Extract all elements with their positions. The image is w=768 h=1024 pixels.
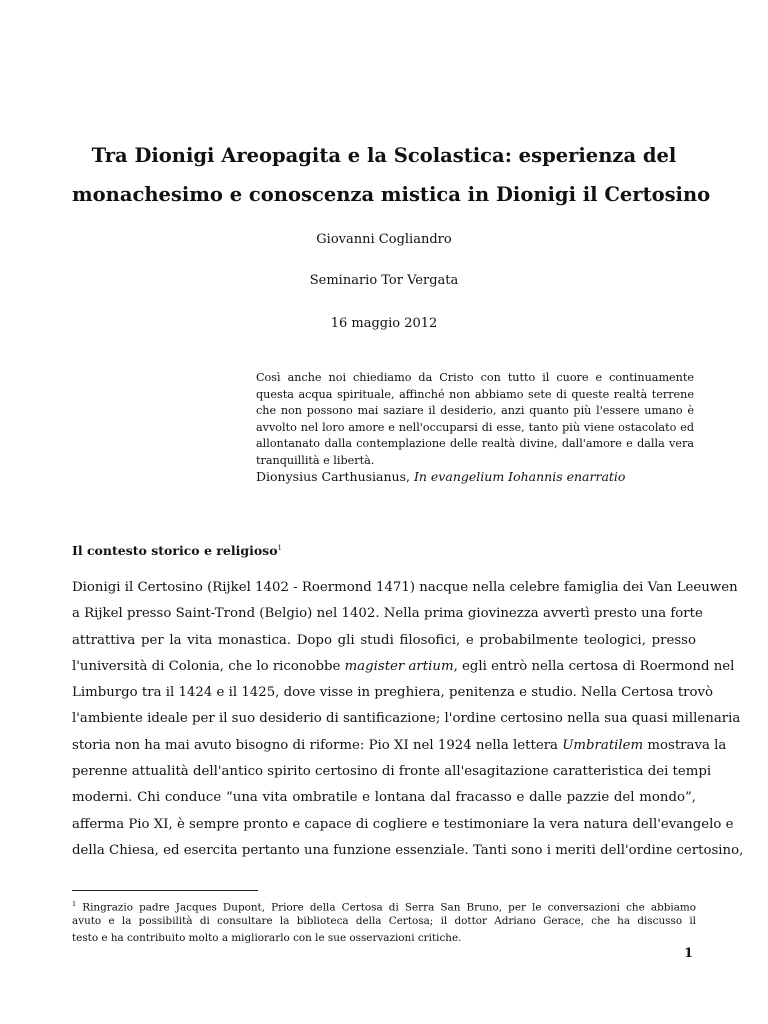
venue: Seminario Tor Vergata — [309, 273, 459, 288]
author-name: Giovanni Cogliandro — [316, 232, 452, 247]
epigraph-attribution — [256, 469, 625, 484]
body-line: perenne attualità dell'antico spirito certosino di fronte all'esagitazione caratteristica dei tempi — [72, 764, 712, 780]
attribution-work: In evangelium Iohannis enarratio — [413, 469, 626, 484]
footnote-line: $^1$ Ringrazio padre Jacques Dupont, Priore della Certosa di Serra San Bruno, per le conversazioni che abbiamo — [72, 900, 696, 914]
body-line: moderni. Chi conduce “una vita ombratile e lontana dal fracasso e dalle pazzie del mondo”, — [72, 790, 696, 806]
epigraph-line: questa acqua spirituale, affinché non abbiamo sete di queste realtà terrene — [256, 387, 694, 401]
epigraph-line: allontanato dalla contemplazione delle realtà divine, dall'amore e dalla vera — [256, 437, 694, 451]
epigraph — [256, 370, 694, 470]
footnote-separator — [72, 890, 258, 891]
epigraph-line: tranquillità e libertà. — [256, 453, 375, 467]
date: 16 maggio 2012 — [330, 316, 438, 331]
epigraph-line: avvolto nel loro amore e nell'occuparsi di esse, tanto più viene ostacolato ed — [256, 420, 694, 434]
body-line: attrattiva per la vita monastica. Dopo gli studi filosofici, e probabilmente teologici, presso — [72, 632, 696, 648]
epigraph-line: Così anche noi chiediamo da Cristo con tutto il cuore e continuamente — [256, 371, 694, 384]
footnote-mark: 1 — [72, 900, 77, 908]
body-line: afferma Pio XI, è sempre pronto e capace di cogliere e testimoniare la vera natura dell'evangelo e — [72, 816, 734, 832]
title-line: Tra Dionigi Areopagita e la Scolastica: esperienza del — [91, 144, 677, 167]
paper-title — [72, 136, 711, 214]
section-heading — [72, 543, 282, 558]
footnote — [72, 896, 696, 947]
section-heading-text: Il contesto storico e religioso — [72, 543, 278, 558]
attribution-author: Dionysius Carthusianus, — [256, 469, 414, 484]
title-line: monachesimo e conoscenza mistica in Dionigi il Certosino — [72, 183, 711, 206]
epigraph-line: che non possono mai saziare il desiderio, anzi quanto più l'essere umano è — [256, 404, 694, 418]
body-paragraph — [72, 575, 744, 864]
body-line: Limburgo tra il 1424 e il 1425, dove visse in preghiera, penitenza e studio. Nella Certosa trovò — [72, 685, 714, 701]
body-line: l'ambiente ideale per il suo desiderio di santificazione; l'ordine certosino nella sua quasi millenaria — [72, 711, 741, 727]
body-line: Dionigi il Certosino (Rijkel 1402 - Roermond 1471) nacque nella celebre famiglia dei Van Leeuwen — [72, 580, 738, 595]
body-line: a Rijkel presso Saint-Trond (Belgio) nel 1402. Nella prima giovinezza avvertì presto una forte — [72, 606, 703, 622]
latin-term: Umbratilem — [562, 737, 644, 753]
latin-term: magister artium — [344, 658, 454, 674]
body-line: della Chiesa, ed esercita pertanto una funzione essenziale. Tanti sono i meriti dell'ordine certosino, — [72, 842, 744, 858]
footnote-reference[interactable]: 1 — [277, 543, 283, 552]
body-line: storia non ha mai avuto bisogno di riforme: Pio XI nel 1924 nella lettera Umbratilem mostrava la — [72, 737, 727, 753]
footnote-line: avuto e la possibilità di consultare la biblioteca della Certosa; il dottor Adriano Gerace, che ha discusso il — [72, 915, 696, 927]
page-number: 1 — [683, 946, 693, 961]
footnote-line: testo e ha contribuito molto a migliorarlo con le sue osservazioni critiche. — [72, 932, 462, 944]
body-line: l'università di Colonia, che lo riconobbe magister artium, egli entrò nella certosa di Roermond nel — [72, 658, 735, 674]
